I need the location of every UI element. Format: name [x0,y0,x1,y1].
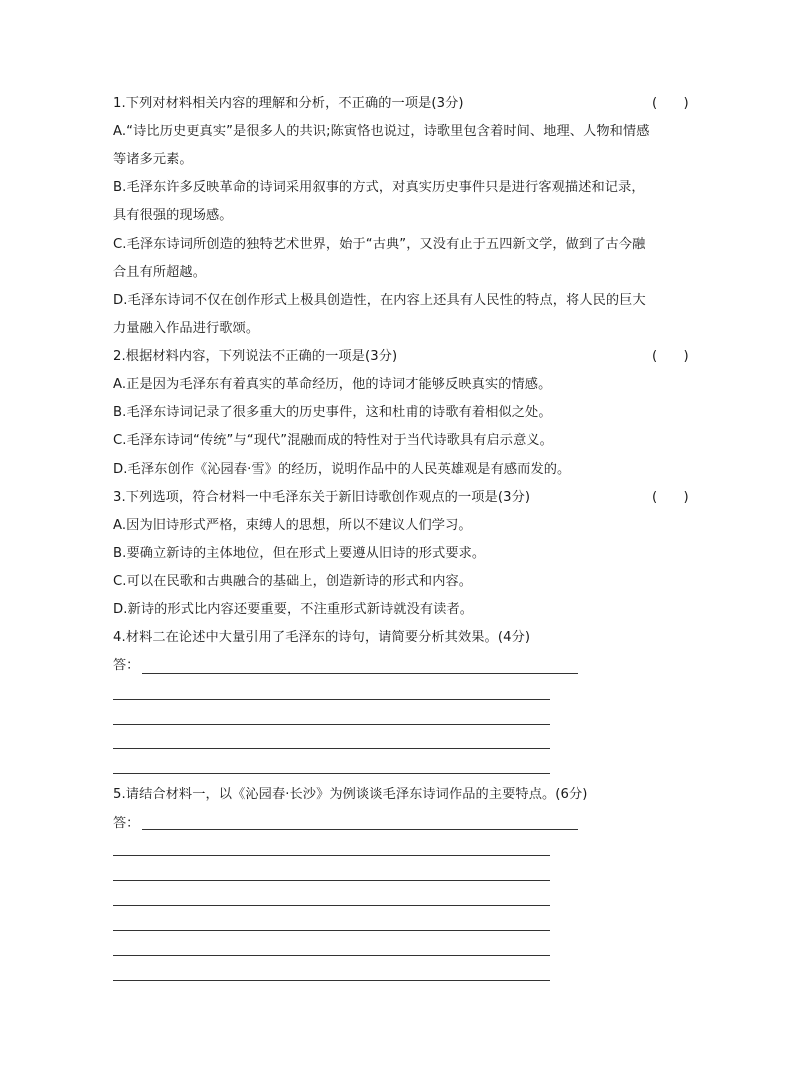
question-5-answer-prefix: 答： [113,816,140,831]
question-1-option-a-line-1: A.“诗比历史更真实”是很多人的共识;陈寅恪也说过，诗歌里包含着时间、地理、人物和情感 [113,124,650,139]
question-1-option-c-line-1: C.毛泽东诗词所创造的独特艺术世界，始于“古典”，又没有止于五四新文学，做到了古今融 [113,237,646,252]
question-3-option-b: B.要确立新诗的主体地位，但在形式上要遵从旧诗的形式要求。 [113,546,486,561]
question-5-answer-line-3[interactable] [113,880,550,881]
question-5-stem: 5.请结合材料一，以《沁园春·长沙》为例谈谈毛泽东诗词作品的主要特点。(6分) [113,787,588,802]
question-3-option-c: C.可以在民歌和古典融合的基础上，创造新诗的形式和内容。 [113,574,473,589]
question-1-option-a-line-2: 等诸多元素。 [113,152,193,167]
question-2-option-c: C.毛泽东诗词“传统”与“现代”混融而成的特性对于当代诗歌具有启示意义。 [113,433,553,448]
question-5-answer-line-2[interactable] [113,855,550,856]
question-5-answer-line-7[interactable] [113,980,550,981]
question-5-answer-line-5[interactable] [113,930,550,931]
question-4-answer-line-3[interactable] [113,724,550,725]
question-1-answer-parentheses: ( ) [652,96,689,111]
question-1-option-d-line-1: D.毛泽东诗词不仅在创作形式上极具创造性，在内容上还具有人民性的特点，将人民的巨大 [113,293,646,308]
question-5-answer-line-1[interactable] [142,829,578,830]
question-2-option-a: A.正是因为毛泽东有着真实的革命经历，他的诗词才能够反映真实的情感。 [113,377,552,392]
question-1-option-c-line-2: 合且有所超越。 [113,265,207,280]
question-4-answer-prefix: 答： [113,658,140,673]
question-5-answer-line-6[interactable] [113,955,550,956]
question-1-option-d-line-2: 力量融入作品进行歌颂。 [113,321,260,336]
question-4-answer-line-2[interactable] [113,699,550,700]
question-4-answer-line-4[interactable] [113,748,550,749]
question-5-answer-line-4[interactable] [113,905,550,906]
question-4-stem: 4.材料二在论述中大量引用了毛泽东的诗句，请简要分析其效果。(4分) [113,630,531,645]
question-1-option-b-line-2: 具有很强的现场感。 [113,208,233,223]
question-2-answer-parentheses: ( ) [652,349,689,364]
question-2-option-b: B.毛泽东诗词记录了很多重大的历史事件，这和杜甫的诗歌有着相似之处。 [113,405,552,420]
question-1-option-b-line-1: B.毛泽东许多反映革命的诗词采用叙事的方式，对真实历史事件只是进行客观描述和记录， [113,180,645,195]
question-1-stem: 1.下列对材料相关内容的理解和分析，不正确的一项是(3分) [113,96,464,111]
question-2-option-d: D.毛泽东创作《沁园春·雪》的经历，说明作品中的人民英雄观是有感而发的。 [113,462,571,477]
question-3-answer-parentheses: ( ) [652,490,689,505]
question-3-option-a: A.因为旧诗形式严格，束缚人的思想，所以不建议人们学习。 [113,518,472,533]
question-3-option-d: D.新诗的形式比内容还要重要，不注重形式新诗就没有读者。 [113,602,474,617]
question-4-answer-line-5[interactable] [113,773,550,774]
question-3-stem: 3.下列选项，符合材料一中毛泽东关于新旧诗歌创作观点的一项是(3分) [113,490,531,505]
question-2-stem: 2.根据材料内容，下列说法不正确的一项是(3分) [113,349,398,364]
question-4-answer-line-1[interactable] [142,673,578,674]
